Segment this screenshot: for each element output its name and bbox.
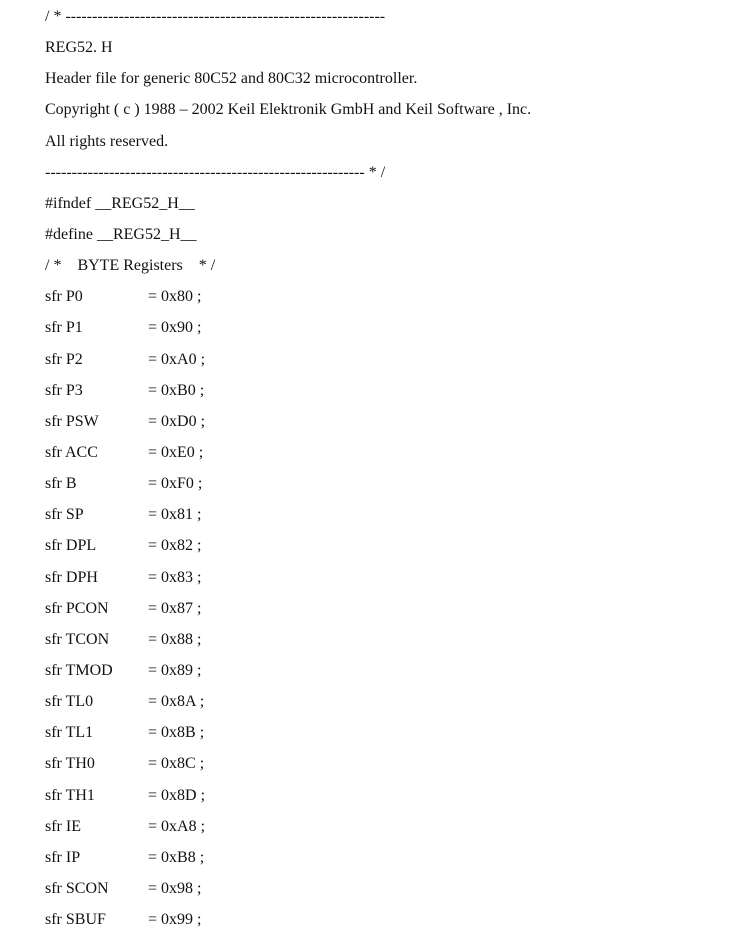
register-line — [45, 655, 745, 686]
register-value: = 0x83 ; — [148, 568, 202, 586]
register-name: sfr TCON — [45, 630, 110, 648]
register-value: = 0xF0 ; — [148, 475, 203, 493]
register-line — [45, 686, 745, 717]
register-line — [45, 842, 745, 873]
comment-close-line: ------------------------------------------------------------ * / — [45, 163, 386, 181]
register-value: = 0x8D ; — [148, 786, 206, 804]
define-line: #define __REG52_H__ — [45, 225, 197, 243]
register-name: sfr SP — [45, 506, 84, 524]
register-value: = 0xA8 ; — [148, 817, 206, 835]
file-name-line: REG52. H — [45, 39, 113, 57]
register-name: sfr P0 — [45, 288, 83, 306]
register-name: sfr IP — [45, 848, 81, 866]
register-name: sfr SBUF — [45, 911, 106, 929]
register-line — [45, 468, 745, 499]
register-name: sfr IE — [45, 817, 81, 835]
register-value: = 0xB0 ; — [148, 381, 205, 399]
register-name: sfr TH0 — [45, 755, 95, 773]
register-line — [45, 624, 745, 655]
register-value: = 0x82 ; — [148, 537, 202, 555]
register-line — [45, 530, 745, 561]
comment-open-line: / * ------------------------------------------------------------ — [45, 8, 386, 25]
register-line — [45, 748, 745, 779]
register-value: = 0x90 ; — [148, 319, 202, 337]
register-line — [45, 437, 745, 468]
register-name: sfr P3 — [45, 381, 83, 399]
register-line — [45, 873, 745, 904]
copyright-line: Copyright ( c ) 1988 – 2002 Keil Elektronik GmbH and Keil Software , Inc. — [45, 101, 532, 119]
byte-registers-comment: / * BYTE Registers * / — [45, 257, 216, 275]
register-name: sfr TMOD — [45, 661, 113, 679]
register-value: = 0xB8 ; — [148, 848, 205, 866]
register-line — [45, 344, 745, 375]
register-name: sfr ACC — [45, 443, 98, 461]
register-value: = 0x89 ; — [148, 661, 202, 679]
register-value: = 0x80 ; — [148, 288, 202, 306]
register-value: = 0x88 ; — [148, 630, 202, 648]
register-line — [45, 593, 745, 624]
register-name: sfr DPH — [45, 568, 98, 586]
register-name: sfr P2 — [45, 350, 83, 368]
register-value: = 0x8B ; — [148, 724, 205, 742]
register-name: sfr PCON — [45, 599, 109, 617]
register-value: = 0x99 ; — [148, 911, 202, 929]
register-name: sfr P1 — [45, 319, 83, 337]
register-value: = 0x8A ; — [148, 693, 205, 711]
register-name: sfr PSW — [45, 412, 99, 430]
register-name: sfr SCON — [45, 879, 109, 897]
register-line — [45, 499, 745, 530]
register-name: sfr B — [45, 475, 77, 493]
register-value: = 0x8C ; — [148, 755, 205, 773]
register-line — [45, 281, 745, 312]
register-line — [45, 904, 745, 935]
register-line — [45, 717, 745, 748]
register-value: = 0xA0 ; — [148, 350, 206, 368]
register-line — [45, 375, 745, 406]
description-line: Header file for generic 80C52 and 80C32 microcontroller. — [45, 70, 418, 88]
register-value: = 0x98 ; — [148, 879, 202, 897]
register-name: sfr TL0 — [45, 693, 94, 711]
register-list — [45, 281, 745, 935]
ifndef-line: #ifndef __REG52_H__ — [45, 194, 195, 212]
register-value: = 0xD0 ; — [148, 412, 206, 430]
register-name: sfr DPL — [45, 537, 97, 555]
register-name: sfr TH1 — [45, 786, 95, 804]
code-document — [45, 0, 745, 935]
register-value: = 0x87 ; — [148, 599, 202, 617]
register-line — [45, 562, 745, 593]
register-line — [45, 312, 745, 343]
register-name: sfr TL1 — [45, 724, 94, 742]
rights-line: All rights reserved. — [45, 132, 169, 150]
register-line — [45, 406, 745, 437]
register-value: = 0x81 ; — [148, 506, 202, 524]
register-line — [45, 811, 745, 842]
register-value: = 0xE0 ; — [148, 443, 204, 461]
register-line — [45, 780, 745, 811]
